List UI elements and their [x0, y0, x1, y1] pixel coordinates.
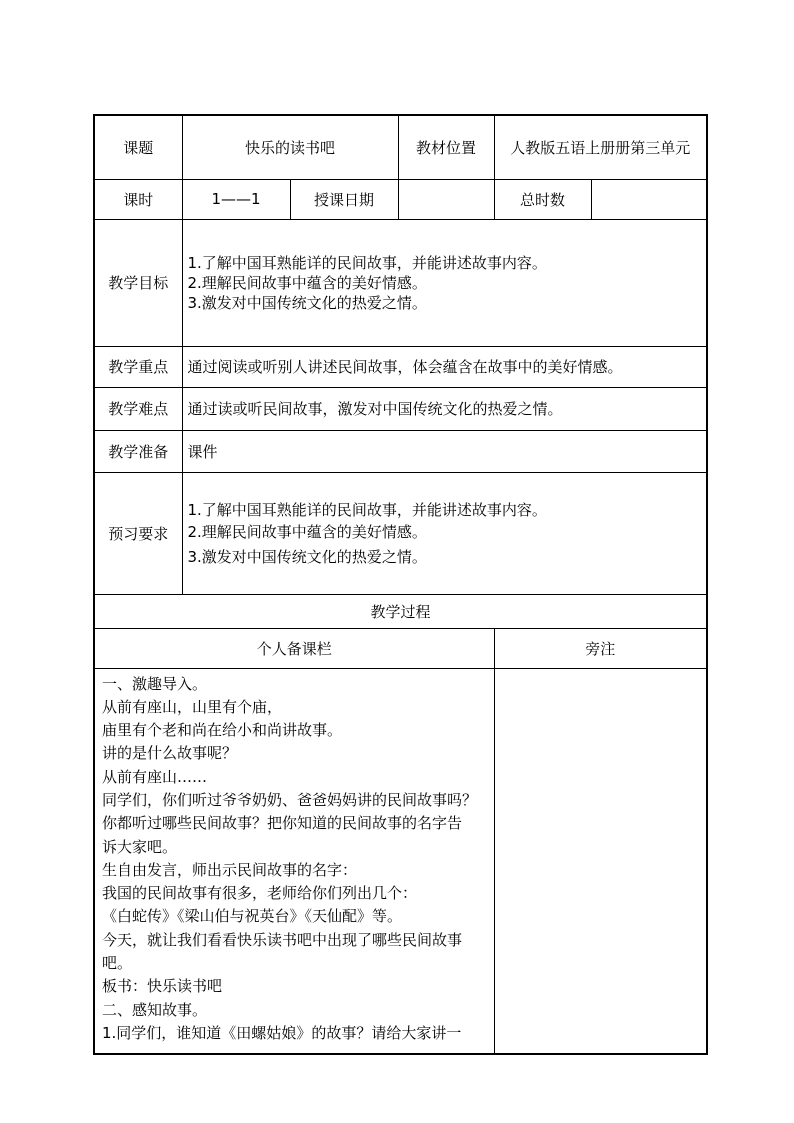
position-label: 教材位置 [398, 115, 494, 179]
process-line: 一、激趣导入。 [102, 674, 208, 693]
notes-content [494, 668, 707, 1054]
row-key-point [94, 346, 707, 387]
row-process-title [94, 594, 707, 628]
process-line: 诉大家吧。 [102, 837, 178, 856]
period-value: 1——1 [182, 179, 290, 219]
row-topic [94, 115, 707, 179]
preview-item: 2.理解民间故事中蕴含的美好情感。 [187, 522, 427, 541]
process-line: 二、感知故事。 [102, 1000, 208, 1019]
date-label: 授课日期 [290, 179, 398, 219]
preview-content [182, 472, 707, 594]
process-line: 吧。 [102, 954, 133, 973]
process-line: 《白蛇传》《梁山伯与祝英台》《天仙配》等。 [102, 907, 403, 926]
process-line: 庙里有个老和尚在给小和尚讲故事。 [102, 721, 343, 740]
goals-item: 1.了解中国耳熟能详的民间故事，并能讲述故事内容。 [187, 253, 547, 272]
period-label: 课时 [94, 179, 182, 219]
total-value [591, 179, 707, 219]
process-line: 我国的民间故事有很多，老师给你们列出几个： [102, 884, 418, 903]
process-line: 你都听过哪些民间故事？把你知道的民间故事的名字告 [102, 814, 463, 833]
process-line: 讲的是什么故事呢？ [102, 744, 238, 763]
row-preview [94, 472, 707, 594]
row-process-columns [94, 628, 707, 668]
date-value [398, 179, 494, 219]
difficulty-value: 通过读或听民间故事，激发对中国传统文化的热爱之情。 [182, 387, 707, 430]
key-point-value: 通过阅读或听别人讲述民间故事，体会蕴含在故事中的美好情感。 [182, 346, 707, 387]
process-line: 板书：快乐读书吧 [102, 977, 223, 996]
topic-value: 快乐的读书吧 [182, 115, 398, 179]
process-line: 同学们，你们听过爷爷奶奶、爸爸妈妈讲的民间故事吗？ [102, 790, 478, 809]
preview-item: 1.了解中国耳熟能详的民间故事，并能讲述故事内容。 [187, 500, 547, 519]
process-line: 从前有座山…… [102, 767, 208, 786]
preparation-value: 课件 [182, 430, 707, 472]
goals-item: 2.理解民间故事中蕴含的美好情感。 [187, 273, 427, 292]
key-point-label: 教学重点 [94, 346, 182, 387]
row-difficulty [94, 387, 707, 430]
preparation-label: 教学准备 [94, 430, 182, 472]
goals-label: 教学目标 [94, 219, 182, 346]
preview-item: 3.激发对中国传统文化的热爱之情。 [187, 547, 427, 566]
row-preparation [94, 430, 707, 472]
total-label: 总时数 [494, 179, 591, 219]
preview-label: 预习要求 [94, 472, 182, 594]
main-column-header: 个人备课栏 [94, 628, 494, 668]
goals-item: 3.激发对中国传统文化的热爱之情。 [187, 293, 427, 312]
position-value: 人教版五语上册册第三单元 [494, 115, 707, 179]
process-title: 教学过程 [94, 594, 707, 628]
process-line: 今天，就让我们看看快乐读书吧中出现了哪些民间故事 [102, 930, 463, 949]
lesson-plan-table [93, 114, 708, 1055]
process-line: 从前有座山，山里有个庙， [102, 697, 283, 716]
goals-content [182, 219, 707, 346]
row-process-body [94, 668, 707, 1054]
process-content [94, 668, 494, 1054]
notes-column-header: 旁注 [494, 628, 707, 668]
process-line: 1.同学们，谁知道《田螺姑娘》的故事？请给大家讲一 [102, 1023, 462, 1042]
row-period [94, 179, 707, 219]
difficulty-label: 教学难点 [94, 387, 182, 430]
row-goals [94, 219, 707, 346]
process-line: 生自由发言，师出示民间故事的名字： [102, 860, 358, 879]
topic-label: 课题 [94, 115, 182, 179]
